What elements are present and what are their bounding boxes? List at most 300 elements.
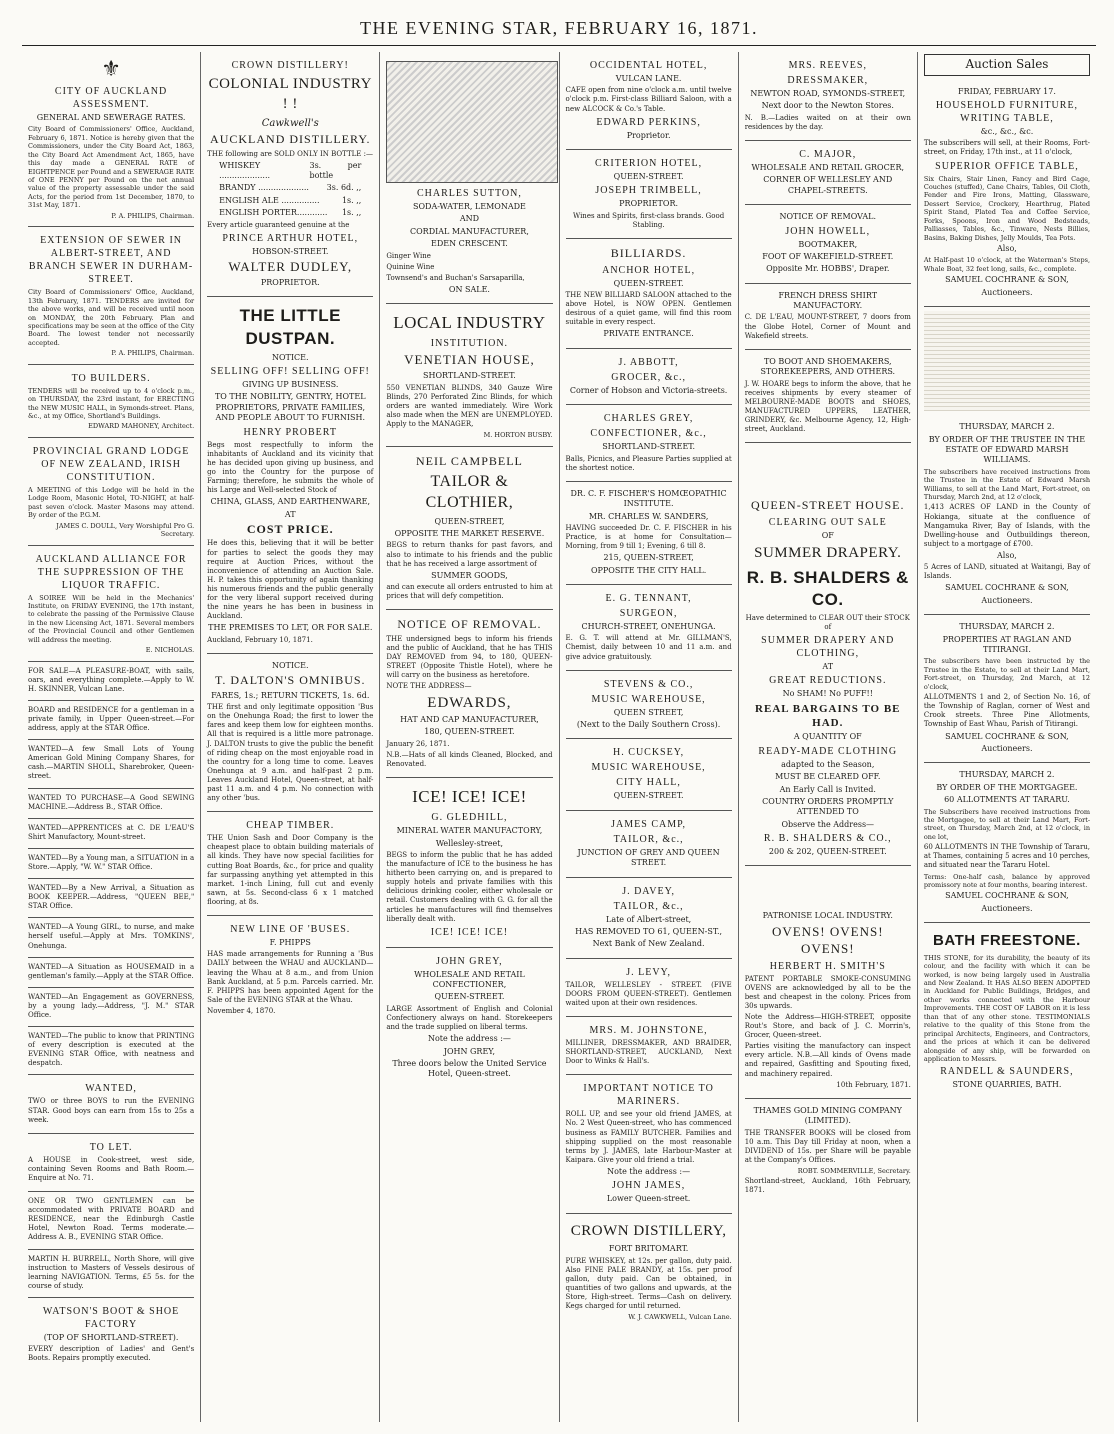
price-row: BRANDY .................... 3s. 6d. ,, (219, 183, 362, 193)
dustpan-ad (207, 297, 373, 653)
grey-address: Three doors below the United Service Hotel, Queen-street. (392, 1058, 547, 1079)
music-warehouse: MUSIC WAREHOUSE, (591, 762, 706, 774)
small-ad: WANTED—A Young GIRL, to nurse, and make herself useful.—Apply at Mrs. TOMKINS', Onehunga. (28, 918, 194, 957)
auction-date: THURSDAY, MARCH 2. (959, 770, 1055, 780)
ad-body: BEGS to return thanks for past favors, and also to intimate to his friends and the public that he has received a large assortment of (386, 541, 553, 568)
and-label: AND (459, 214, 480, 224)
ad-body: The Subscribers have received instructions from the Mortgagee, to sell at their Land Mart, Fort-street, on Thursday, March 2nd, at 12 o'clock, in one lot, (923, 807, 1091, 841)
bath-headline: BATH FREESTONE. (933, 932, 1081, 950)
grey-ad (386, 948, 552, 1088)
small-ad: WANTED—The public to know that PRINTING of every description is executed at the EVENING STAR Office, with neatness and despatch. (28, 1027, 194, 1075)
smith-name: HERBERT H. SMITH'S (769, 960, 886, 972)
eden-crescent: EDEN CRESCENT. (431, 239, 508, 249)
ad-title: TO BOOT AND SHOEMAKERS, STOREKEEPERS, AND OTHERS. (760, 356, 896, 377)
summer-drapery-clothing: SUMMER DRAPERY AND CLOTHING, (761, 634, 895, 659)
dustpan-headline: THE LITTLE DUSTPAN. (239, 306, 341, 348)
selling-off: SELLING OFF! SELLING OFF! (210, 365, 370, 377)
ad-date: Auckland, February 10, 1871. (207, 635, 313, 644)
bath-freestone-ad (924, 923, 1090, 1099)
local-industry-headline: LOCAL INDUSTRY (393, 313, 546, 333)
cordial: CORDIAL MANUFACTURER, (409, 226, 529, 236)
ad-body: THIS STONE, for its durability, the beauty of its colour, and the facility with which it can be worked, is now being largely used in Australia and New Zealand. It HAS ALSO BEEN ADOPTED in Auckland for Public Buildings, Bridges, and other works connected with the Harbour Improvements. THE COST OF LABOR on it is less than that of any other stone. TESTIMONIALS relative to the quality of this Stone from the principal Architects, Engineers, and Contractors, and the prices at which it can be delivered alongside of any ship, will be forwarded on application to Messrs. (923, 953, 1091, 1063)
ad-body: HAS made arrangements for Running a 'Bus DAILY between the WHAU and AUCKLAND—leaving the Whau at 8 a.m., and from Union Bank Auckland, at 5 p.m. Parcels carried. Mr. F. PHIPPS has been appointed Agent for the Sale of the EVENING STAR at the Whau. (207, 950, 374, 1004)
wakefield-opposite: Opposite Mr. HOBBS', Draper. (766, 264, 890, 274)
ice-footer: ICE! ICE! ICE! (430, 926, 509, 938)
ad-body: PATENT PORTABLE SMOKE-CONSUMING OVENS are acknowledged by all to be the best and cheapest in the colony. Prices from 30s upwards. (744, 974, 911, 1010)
ad-title: NEW LINE OF 'BUSES. (230, 923, 351, 935)
reeves-next: Next door to the Newton Stores. (761, 101, 894, 111)
cleared-off: MUST BE CLEARED OFF. (775, 772, 881, 782)
davey-name: J. DAVEY, (622, 885, 675, 897)
on-sale: ON SALE. (448, 284, 490, 294)
thames-ad (745, 1099, 911, 1204)
ad-title: NOTICE OF REMOVAL. (397, 617, 542, 632)
furniture-auction-ad (924, 80, 1090, 308)
ad-body: 550 VENETIAN BLINDS, 340 Gauze Wire Blinds, 270 Perforated Zinc Blinds, for which orders are wanted immediately. Wire Work also made when the MEN are UNEMPLOYED. Apply to the MANAGER, (386, 383, 553, 428)
ad-nb: N.B.—Hats of all kinds Cleaned, Blocked, and Renovated. (386, 750, 553, 768)
reeves-name: MRS. REEVES, (788, 60, 867, 71)
campbell-ad (386, 447, 552, 611)
cucksey-street: QUEEN-STREET. (613, 791, 684, 801)
camp-name: JAMES CAMP, (611, 818, 687, 830)
terms: Terms: One-half cash, balance by approved promissory note at four months, bearing interest. (923, 872, 1091, 889)
criterion-street: QUEEN-STREET. (613, 172, 684, 182)
abbott-ad (566, 349, 732, 405)
major-address: CORNER OF WELLESLEY AND CHAPEL-STREETS. (763, 175, 893, 195)
removal-ad (386, 610, 552, 778)
ad-title: OCCIDENTAL HOTEL, (589, 60, 708, 71)
levy-name: J. LEVY, (626, 966, 671, 978)
ad-body: J. W. HOARE begs to inform the above, that he receives shipments by every steamer of MELBOURNE-MADE BOOTS and SHOES, MANUFACTURED UPPERS, LEATHER, GRINDERY, &c. Melbourne Agency, 12, High-street, Auckland. (744, 379, 911, 434)
ad-body: THE TRANSFER BOOKS will be closed from 10 a.m. This Day till Friday at noon, when a DIVIDEND of 15s. per Share will be payable at the Company's Offices. (744, 1128, 911, 1164)
ad-body: Six Chairs, Stair Linen, Fancy and Bird Cage, Couches (stuffed), Cane Chairs, Tables, Oil Cloth, Fender and Fire Irons, Matting, Glassware, Dessert Service, Crockery, Hearthrug, Plated Spirit Stand, Plated Tea and Coffee Service, Forks, Spoons, Iron and Wood Bedsteads, Palliasses, Tables, &c., Tinware, Nests Billies, Basins, Baking Dishes, Jelly Moulds, Tea Pots. (923, 174, 1091, 242)
trimbell-name: JOSEPH TRIMBELL, (595, 185, 702, 197)
major-body: WHOLESALE AND RETAIL GROCER, (751, 162, 905, 172)
grey-street: QUEEN-STREET. (434, 992, 505, 1002)
camp-ad (566, 811, 732, 878)
watson-ad (28, 1298, 194, 1372)
levy-ad (566, 959, 732, 1017)
ad-body: A SOIREE Will be held in the Mechanics' Institute, on FRIDAY EVENING, the 17th instant, to celebrate the passing of the Permissive Clause in the new Licensing Act, 1871. Several members of the Provincial Council and other Gentlemen will address the meeting. (28, 593, 195, 644)
auctioneer-name: SAMUEL COCHRANE & SON, (945, 731, 1069, 741)
ad-title: WATSON'S BOOT & SHOE FACTORY (42, 1305, 180, 1330)
tennant-ad (566, 585, 732, 671)
also-label: Also, (997, 244, 1017, 254)
ovens-ad (745, 866, 911, 1098)
auctioneers-label: Auctioneers. (981, 287, 1033, 297)
cucksey-ad (566, 739, 732, 810)
major-ad (745, 141, 911, 205)
hat-manufacturer: HAT AND CAP MANUFACTURER, (400, 715, 539, 724)
quarries: STONE QUARRIES, BATH. (952, 1080, 1062, 1090)
soda-water: SODA-WATER, LEMONADE (412, 202, 526, 211)
ad-signature: P. A. PHILIPS, Chairman. (111, 211, 195, 220)
shortland-street: SHORTLAND-STREET. (423, 371, 516, 381)
ad-signature: W. J. CAWKWELL, Vulcan Lane. (628, 1313, 732, 1322)
ad-title: IMPORTANT NOTICE TO MARINERS. (583, 1083, 714, 1108)
anchor-hotel: ANCHOR HOTEL, (602, 264, 696, 276)
private-entrance: PRIVATE ENTRANCE. (603, 329, 694, 339)
small-ad: WANTED—By a New Arrival, a Situation as BOOK KEEPER.—Address, "QUEEN BEE," STAR Office. (28, 879, 194, 918)
omnibus-ad (207, 654, 373, 812)
lodge-ad (28, 438, 194, 546)
cost-price: COST PRICE. (246, 521, 334, 536)
tolet-ad (28, 1134, 194, 1192)
premises: THE PREMISES TO LET, OR FOR SALE. (208, 623, 373, 633)
auctioneers-label: Auctioneers. (981, 903, 1033, 913)
shalders-headline: R. B. SHALDERS & CO. (746, 567, 909, 609)
proprietor-label: Proprietor. (626, 130, 671, 140)
ad-signature: M. HORTON BUSBY. (483, 431, 553, 440)
grey-name-footer: JOHN GREY, (443, 1046, 496, 1056)
column-1 (22, 52, 201, 1422)
ad-body: and can execute all orders entrusted to him at prices that will defy competition. (386, 583, 553, 601)
major-name: C. MAJOR, (799, 148, 857, 160)
stevens-name: STEVENS & CO., (603, 678, 694, 690)
etc: &c., &c., &c. (980, 126, 1034, 136)
auctioneer-name: SAMUEL COCHRANE & SON, (945, 275, 1069, 285)
city-hall: CITY HALL, (616, 777, 681, 789)
mariners-ad (566, 1075, 732, 1213)
allotments-lot: ALLOTMENTS 1 and 2, of Section No. 16, of the Township of Raglan, corner of West and Crook streets. Three Pine Allotments, Township of East Whau, Parish of Titirangi. (923, 693, 1091, 729)
gledhill-name: G. GLEDHILL, (431, 812, 508, 824)
royal-crest-icon: ⚜ (101, 57, 121, 82)
ovens-headline: OVENS! OVENS! OVENS! (771, 923, 884, 956)
anchor-street: QUEEN-STREET. (613, 278, 684, 288)
ad-signature: E. NICHOLAS. (145, 646, 195, 655)
giving-up: GIVING UP BUSINESS. (242, 379, 339, 389)
patronise: PATRONISE LOCAL INDUSTRY. (762, 911, 893, 921)
assessment-ad (28, 52, 194, 227)
small-ad: WANTED—A few Small Lots of Young American Gold Mining Company Shares, for cash.—MARTIN SHOLL, Sharebroker, Queen-street. (28, 740, 194, 788)
product-item: Ginger Wine (386, 251, 431, 260)
criterion-ad (566, 150, 732, 239)
shortland-street: SHORTLAND-STREET. (602, 442, 695, 452)
ad-title: PROPERTIES AT RAGLAN AND TITIRANGI. (942, 634, 1072, 655)
perkins-name: EDWARD PERKINS, (596, 116, 701, 128)
ad-body: MILLINER, DRESSMAKER, AND BRAIDER, SHORTLAND-STREET, AUCKLAND, Next Door to Winks & Hall's. (565, 1039, 732, 1066)
tailor-label: TAILOR, &c., (613, 833, 684, 845)
notice-label: NOTICE. (271, 352, 309, 362)
shalders-name: R. B. SHALDERS & CO., (763, 833, 892, 845)
clearing-sale: CLEARING OUT SALE (768, 516, 887, 528)
product-item: Quinine Wine (386, 262, 435, 271)
column-2 (201, 52, 380, 1422)
crown-distillery-ad (566, 1214, 732, 1328)
qsh-title: QUEEN-STREET HOUSE. (751, 498, 905, 513)
ad-body: CAFE open from nine o'clock a.m. until twelve o'clock p.m. First-class Billiard Saloon, with a new ALCOCK & Co.'s Table. (565, 86, 732, 113)
crown-headline: CROWN DISTILLERY, (570, 1222, 727, 1239)
raglan-ad (924, 615, 1090, 763)
hotel-street: HOBSON-STREET. (252, 246, 329, 256)
ad-title: WANTED, (85, 1083, 137, 1095)
ad-signature: P. A. PHILIPS, Chairman. (111, 349, 195, 358)
confectioner-label: CONFECTIONER, &c., (590, 428, 707, 440)
small-ad: FOR SALE—A PLEASURE-BOAT, with sails, oars, and everything complete.—Apply to W. H. SKINNER, Vulcan Lane. (28, 662, 194, 701)
ice-headline: ICE! ICE! ICE! (412, 787, 527, 807)
also-label: Also, (997, 550, 1017, 560)
auctioneer-name: SAMUEL COCHRANE & SON, (945, 891, 1069, 901)
howell-ad (745, 205, 911, 284)
proprietor-label: PROPRIETOR. (619, 199, 679, 209)
ad-nb: N. B.—Ladies waited on at their own residences by the day. (744, 113, 911, 131)
column-6 (918, 52, 1096, 1422)
small-ad: WANTED TO PURCHASE—A Good SEWING MACHINE.—Address B., STAR Office. (28, 789, 194, 819)
ad-title: FRENCH DRESS SHIRT MANUFACTORY. (778, 290, 878, 311)
column-3 (380, 52, 559, 1422)
davey-late: Late of Albert-street, (606, 914, 692, 924)
summer-goods: SUMMER GOODS, (431, 570, 508, 580)
machinery-engraving-icon (386, 61, 558, 183)
sanders-name: MR. CHARLES W. SANDERS, (588, 511, 709, 521)
music-warehouse: MUSIC WAREHOUSE, (591, 693, 706, 705)
to-nobility: TO THE NOBILITY, GENTRY, HOTEL PROPRIETORS, PRIVATE FAMILIES, AND PEOPLE ABOUT TO FURNISH. (214, 392, 366, 423)
alliance-ad (28, 546, 194, 662)
phipps-name: F. PHIPPS (269, 937, 311, 947)
ad-signature: EDWARD MAHONEY, Architect. (88, 422, 195, 431)
stevens-street: QUEEN STREET, (613, 707, 684, 717)
ad-title: THAMES GOLD MINING COMPANY (LIMITED). (753, 1105, 902, 1126)
grey-name: JOHN GREY, (436, 955, 503, 967)
tararu-lot: 60 ALLOTMENTS IN THE Township of Tararu, at Thames, containing 5 acres and 10 perches, and situated near the Tararu Hotel. (923, 843, 1091, 870)
james-address: Lower Queen-street. (606, 1194, 691, 1204)
small-ad: WANTED—A Situation as HOUSEMAID in a gentleman's family.—Apply at the STAR Office. (28, 958, 194, 988)
proprietor-label: PROPRIETOR. (260, 278, 320, 288)
shalders-address: 200 & 202, QUEEN-STREET. (768, 847, 887, 857)
vulcan-lane: VULCAN LANE. (615, 74, 682, 83)
wanted-ad (28, 1075, 194, 1133)
cawkwell-name: Cawkwell's (261, 118, 319, 129)
country-orders: COUNTRY ORDERS PROMPTLY ATTENDED TO (762, 796, 894, 817)
french-shirt-ad (745, 284, 911, 350)
ad-title: CROWN DISTILLERY! (231, 60, 349, 71)
adapted: adapted to the Season, (781, 759, 875, 769)
cucksey-name: H. CUCKSEY, (613, 747, 685, 759)
ad-date: 10th February, 1871. (836, 1080, 911, 1089)
notice-label: NOTICE. (271, 660, 309, 670)
ad-title: HOUSEHOLD FURNITURE, WRITING TABLE, (935, 99, 1079, 124)
buses-ad (207, 916, 373, 1024)
williams-estate-ad (924, 415, 1090, 615)
surgeon-label: SURGEON, (619, 607, 678, 619)
local-industry-ad (386, 304, 552, 446)
james-name: JOHN JAMES, (611, 1180, 686, 1192)
note-address: NOTE THE ADDRESS— (386, 682, 472, 691)
wellesley-street: Wellesley-street, (435, 838, 503, 848)
ad-title: CHEAP TIMBER. (246, 820, 335, 832)
distillery-ad (207, 52, 373, 297)
ad-signature: JAMES C. DOULL, Very Worshipful Pro G. Secretary. (56, 521, 195, 539)
tararu-title: 60 ALLOTMENTS AT TARARU. (944, 795, 1070, 805)
sewer-ad (28, 227, 194, 365)
ad-title: DR. C. F. FISCHER'S HOMŒOPATHIC INSTITUTE. (570, 488, 727, 509)
billiards-ad (566, 239, 732, 349)
grey-note: Note the address :— (427, 1034, 511, 1044)
summer-drapery-headline: SUMMER DRAPERY. (754, 545, 902, 562)
ad-body: The subscribers will sell, at their Rooms, Fort-street, on Friday, 17th inst., at 11 o'clock, (923, 139, 1091, 157)
johnstone-ad (566, 1017, 732, 1075)
product-item: Townsend's and Buchan's Sarsaparilla, (386, 273, 525, 282)
proprietor-name: WALTER DUDLEY, (228, 259, 353, 275)
ad-body: He does this, believing that it will be better for parties to select the goods they may require at Auction Prices, without the inconvenience of attending an Auction Sale. H. P. takes this opportunity of again thanking his numerous friends and the public generally for the very liberal support received during the nine years he has been in business in Auckland. (207, 539, 374, 621)
ad-date: November 4, 1870. (207, 1006, 276, 1015)
reeves-ad (745, 52, 911, 141)
ad-body: Balls, Picnics, and Pleasure Parties supplied at the shortest notice. (565, 454, 732, 472)
ad-body: THE NEW BILLIARD SALOON attached to the above Hotel, is NOW OPEN. Gentlemen desirous of a quiet game, will find this room suitable in every respect. (565, 291, 732, 327)
ad-title: AUCKLAND ALLIANCE FOR THE SUPPRESSION OF THE LIQUOR TRAFFIC. (35, 553, 187, 591)
ad-body: THE first and only legitimate opposition 'Bus on the Onehunga Road; the first to lower the fares and keep them low for eighteen months. All that is required is a little more patronage. J. DALTON trusts to give the public the benefit of riding cheap on the most enjoyable road in the country for a long time to come. Leaves Onehunga at 9 a.m. and half-past 2 p.m. Leaves Auckland Hotel, Queen-street, at half-past 11 a.m. and 4 p.m. No connection with any other 'bus. (207, 703, 374, 803)
sold-only: THE following are SOLD ONLY IN BOTTLE :— (207, 149, 373, 158)
ad-subtitle: GENERAL AND SEWERAGE RATES. (36, 113, 186, 122)
column-5 (739, 52, 918, 1422)
fort-britomart: FORT BRITOMART. (608, 1244, 689, 1254)
mariners-note: Note the address :— (607, 1166, 691, 1176)
auckland-distillery: AUCKLAND DISTILLERY. (210, 132, 371, 146)
bootmaker-label: BOOTMAKER, (798, 239, 858, 249)
faded-print-area (924, 311, 1090, 411)
small-ad: WANTED—An Engagement as GOVERNESS, by a young lady.—Address, "J. M." STAR Office. (28, 988, 194, 1027)
ad-address: Shortland-street, Auckland, 16th February, 1871. (744, 1177, 911, 1195)
probert-name: HENRY PROBERT (243, 426, 337, 438)
fischer-address: 215, QUEEN-STREET, (603, 553, 694, 563)
masthead: THE EVENING STAR, FEBRUARY 16, 1871. (22, 18, 1096, 46)
ad-body: LARGE Assortment of English and Colonial Confectionery always on hand. Storekeepers and the trade supplied on liberal terms. (386, 1004, 553, 1032)
ad-body: Wines and Spirits, first-class brands. Good Stabling. (573, 211, 725, 229)
auctioneer-name: SAMUEL COCHRANE & SON, (945, 583, 1069, 593)
china: CHINA, GLASS, AND EARTHENWARE, (210, 497, 371, 507)
ad-body: E. G. T. will attend at Mr. GILLMAN'S, Chemist, daily between 10 and 11 a.m. and give advice gratuitously. (565, 634, 732, 661)
ice-ad (386, 778, 552, 948)
ad-body: At Half-past 10 o'clock, at the Waterman's Steps, Whale Boat, 32 feet long, sails, &c., complete. (923, 256, 1091, 273)
price-row: WHISKEY .................... 3s. per bottle (219, 160, 362, 181)
institution: INSTITUTION. (430, 338, 509, 350)
burrell-ad: MARTIN H. BURRELL, North Shore, will give instruction to Masters of Vessels desirous of learning NAVIGATION. Terms, £5 5s. for the course of study. (28, 1250, 194, 1298)
ad-title: CRITERION HOTEL, (595, 158, 703, 170)
ad-title: TO LET. (89, 1141, 133, 1153)
auction-date: THURSDAY, MARCH 2. (959, 422, 1055, 432)
auction-date: FRIDAY, FEBRUARY 17. (958, 86, 1056, 96)
omnibus-title: T. DALTON'S OMNIBUS. (214, 673, 366, 688)
tennant-street: CHURCH-STREET, ONEHUNGA. (581, 621, 716, 631)
ad-title: BY ORDER OF THE MORTGAGEE. (936, 782, 1078, 792)
mineral-water: MINERAL WATER MANUFACTORY, (396, 826, 543, 836)
ad-body: EVERY description of Ladies' and Gent's Boots. Repairs promptly executed. (28, 1345, 195, 1363)
ad-body: PURE WHISKEY, at 12s. per gallon, duty paid. Also FINE PALE BRANDY, at 15s. per proof gallon, duty paid. Can be obtained, in quantities of two gallons and upwards, at the Store, High-street. Terms—Cash on delivery. Kegs charged for until returned. (565, 1256, 732, 1311)
ready-made: READY-MADE CLOTHING (758, 745, 898, 757)
small-ad: WANTED—By a Young man, a SITUATION in a Store.—Apply, "W. W." STAR Office. (28, 849, 194, 879)
great-reductions: GREAT REDUCTIONS. (769, 675, 887, 687)
confectioner: WHOLESALE AND RETAIL CONFECTIONER, (414, 969, 525, 990)
davey-removed: HAS REMOVED TO 61, QUEEN-ST., (575, 927, 723, 936)
ad-body: HAVING succeeded Dr. C. F. FISCHER in his Practice, is at home for Consultation—Morning, from 9 till 1; Evening, 6 till 8. (565, 523, 732, 551)
auctioneers-label: Auctioneers. (981, 743, 1033, 753)
tararu-ad (924, 763, 1090, 923)
ad-body: Parties visiting the manufactory can inspect every article. N.B.—All kinds of Ovens made and repaired, Gasfitting and Spouting fixed, and machinery repaired. (744, 1042, 911, 1078)
howell-name: JOHN HOWELL, (785, 225, 871, 237)
at-label: AT (284, 509, 296, 519)
of-label: OF (821, 530, 834, 540)
removal-label: NOTICE OF REMOVAL. (779, 212, 877, 222)
at-label: AT (822, 661, 834, 671)
ad-title: BY ORDER OF THE TRUSTEE IN THE ESTATE OF EDWARD MARSH WILLIAMS. (928, 434, 1086, 465)
ad-subtitle: (TOP OF SHORTLAND-STREET). (43, 1332, 179, 1342)
ad-body: TWO or three BOYS to run the EVENING STAR. Good boys can earn from 15s to 25s a week. (28, 1097, 195, 1124)
tailor-label: TAILOR, &c., (613, 900, 684, 912)
ad-body: City Board of Commissioners' Office, Auckland, February 6, 1871. Notice is hereby given that the Commissioners, under the City Board Act, 1863, the City Board Act Amendment Act, 1865, have this day made a GENERAL RATE of EIGHTPENCE per Pound and a SEWERAGE RATE of ONE PENNY per Pound on the net annual value of the property assessable under the said Acts, for the period from 1st December, 1870, to 31st May, 1871. (28, 125, 195, 210)
edwards-name: EDWARDS, (427, 694, 512, 711)
small-ad: WANTED—APPRENTICES at C. DE L'EAU'S Shirt Manufactory, Mount-street. (28, 819, 194, 849)
johnstone-name: MRS. M. JOHNSTONE, (589, 1025, 708, 1037)
acres-lot: 1,413 ACRES OF LAND in the County of Hokianga, situate at the confluence of Mangamuka River, Bay of Islands, with the Dwelling-house and Outbuildings thereon, subject to a mortgage of £700. (923, 503, 1091, 548)
charles-grey-ad (566, 405, 732, 482)
grocer-label: GROCER, &c., (611, 371, 686, 383)
ad-title: CITY OF AUCKLAND ASSESSMENT. (54, 86, 168, 110)
ad-body: City Board of Commissioners' Office, Auckland, 13th February, 1871. TENDERS are invited for the above works, and will be received until noon on MONDAY, the 20th February. Plan and specifications may be seen at the office of the City Board. The lowest tender not necessarily accepted. (28, 288, 195, 347)
tennant-name: E. G. TENNANT, (605, 592, 692, 604)
fischer-opposite: OPPOSITE THE CITY HALL. (590, 565, 707, 575)
ad-body: The subscribers have received instructions from the Trustee in the Estate of Edward Marsh Williams, to sell at the Land Mart, Fort-street, on Thursday, March 2nd, at 12 o'clock, (923, 467, 1091, 501)
no-sham: No SHAM! No PUFF!! (782, 689, 873, 699)
ad-body: ROLL UP, and see your old friend JAMES, at No. 2 West Queen-street, who has commenced business as FAMILY BUTCHER. Families and shipping supplied on the most reasonable terms by J. JAMES, late Harbour-Master at Kaipara. Give your old friend a trial. (565, 1110, 732, 1164)
ad-body: The subscribers have been instructed by the Trustee in the Estate, to sell at their Land Mart, Fort-street, on Thursday, 2nd March, at 12 o'clock, (923, 657, 1091, 691)
ad-body: THE Union Sash and Door Company is the cheapest place to obtain building materials of all kinds. They have now special facilities for cutting Boat Boards, &c., for price and quality far surpassing anything yet attempted in this market. 1-inch Lining, full cut and evenly sawn, at 5s. Second-class 6 x 1 matched flooring, at 8s. (207, 834, 374, 906)
small-ad: BOARD and RESIDENCE for a gentleman in a private family, in Upper Queen-street.—For address, apply at the STAR Office. (28, 701, 194, 740)
queen-street: QUEEN-STREET, (434, 516, 505, 526)
queen-street-house-ad (745, 443, 911, 866)
guarantee: Every article guaranteed genuine at the (207, 220, 350, 229)
dressmaker-label: DRESSMAKER, (787, 75, 869, 86)
column-4 (560, 52, 739, 1422)
ad-body: TAILOR, WELLESLEY - STREET. (FIVE DOORS FROM QUEEN-STREET). Gentlemen waited upon at their own residences. (565, 980, 732, 1007)
opposite-market: OPPOSITE THE MARKET RESERVE. (394, 529, 545, 539)
ad-title: PROVINCIAL GRAND LODGE OF NEW ZEALAND, IRISH CONSTITUTION. (32, 445, 190, 483)
ad-body: A MEETING of this Lodge will be held in the Lodge Room, Masonic Hotel, TO-NIGHT, at half-past seven o'clock. Master Masons may attend. By order of the P.G.M. (28, 485, 195, 520)
acres-lot: 5 Acres of LAND, situated at Waitangi, Bay of Islands. (923, 563, 1091, 581)
stevens-next: (Next to the Daily Southern Cross). (576, 720, 721, 730)
randell-name: RANDELL & SAUNDERS, (940, 1066, 1074, 1078)
hat-address: 180, QUEEN-STREET. (424, 727, 515, 737)
ad-body: Have determined to CLEAR OUT their STOCK of (745, 613, 910, 631)
ad-body: Begs most respectfully to inform the inhabitants of Auckland and its vicinity that he has decided upon giving up business, and go into the Country for the purpose of Farming; therefore, he submits the whole of his Large and Well-selected Stock of (207, 440, 374, 495)
ad-title: TO BUILDERS. (71, 372, 151, 384)
reeves-address: NEWTON ROAD, SYMONDS-STREET, (750, 89, 906, 98)
sutton-ad (386, 52, 552, 304)
auctioneers-label: Auctioneers. (981, 595, 1033, 605)
ad-date: January 26, 1871. (386, 739, 450, 748)
boot-shoemakers-ad (745, 350, 911, 443)
price-row: ENGLISH PORTER............ 1s. ,, (219, 208, 362, 218)
venetian-house: VENETIAN HOUSE, (404, 352, 535, 368)
abbott-name: J. ABBOTT, (618, 356, 679, 368)
camp-address: JUNCTION OF GREY AND QUEEN STREET. (577, 847, 720, 868)
quantity-of: A QUANTITY OF (793, 732, 862, 742)
fares: FARES, 1s.; RETURN TICKETS, 1s. 6d. (211, 690, 370, 700)
real-bargains: REAL BARGAINS TO BE HAD. (755, 702, 901, 730)
davey-ad (566, 878, 732, 959)
davey-next: Next Bank of New Zealand. (592, 939, 705, 949)
columns (22, 52, 1096, 1422)
stevens-ad (566, 671, 732, 740)
ad-signature: ROBT. SOMMERVILLE, Secretary. (797, 1166, 911, 1175)
builders-ad (28, 365, 194, 438)
ad-body: TENDERS will be received up to 4 o'clock p.m., on THURSDAY, the 23rd instant, for ERECTING the NEW MUSIC HALL, in Symonds-street. Plans, &c., at my Office, Shortland's Buildings. (28, 386, 195, 421)
observe-address: Observe the Address— (781, 819, 875, 829)
gentlemen-ad: ONE OR TWO GENTLEMEN can be accommodated with PRIVATE BOARD and RESIDENCE, near the Edinburgh Castle Hotel, Newton Road. Terms moderate.—Address A. B., EVENING STAR Office. (28, 1192, 194, 1249)
auction-sales-header: Auction Sales (924, 54, 1090, 76)
ad-body: C. DE L'EAU, MOUNT-STREET, 7 doors from the Globe Hotel, Corner of Mount and Wakefield streets. (744, 313, 911, 340)
timber-ad (207, 812, 373, 916)
early-call: An Early Call is Invited. (779, 784, 876, 794)
